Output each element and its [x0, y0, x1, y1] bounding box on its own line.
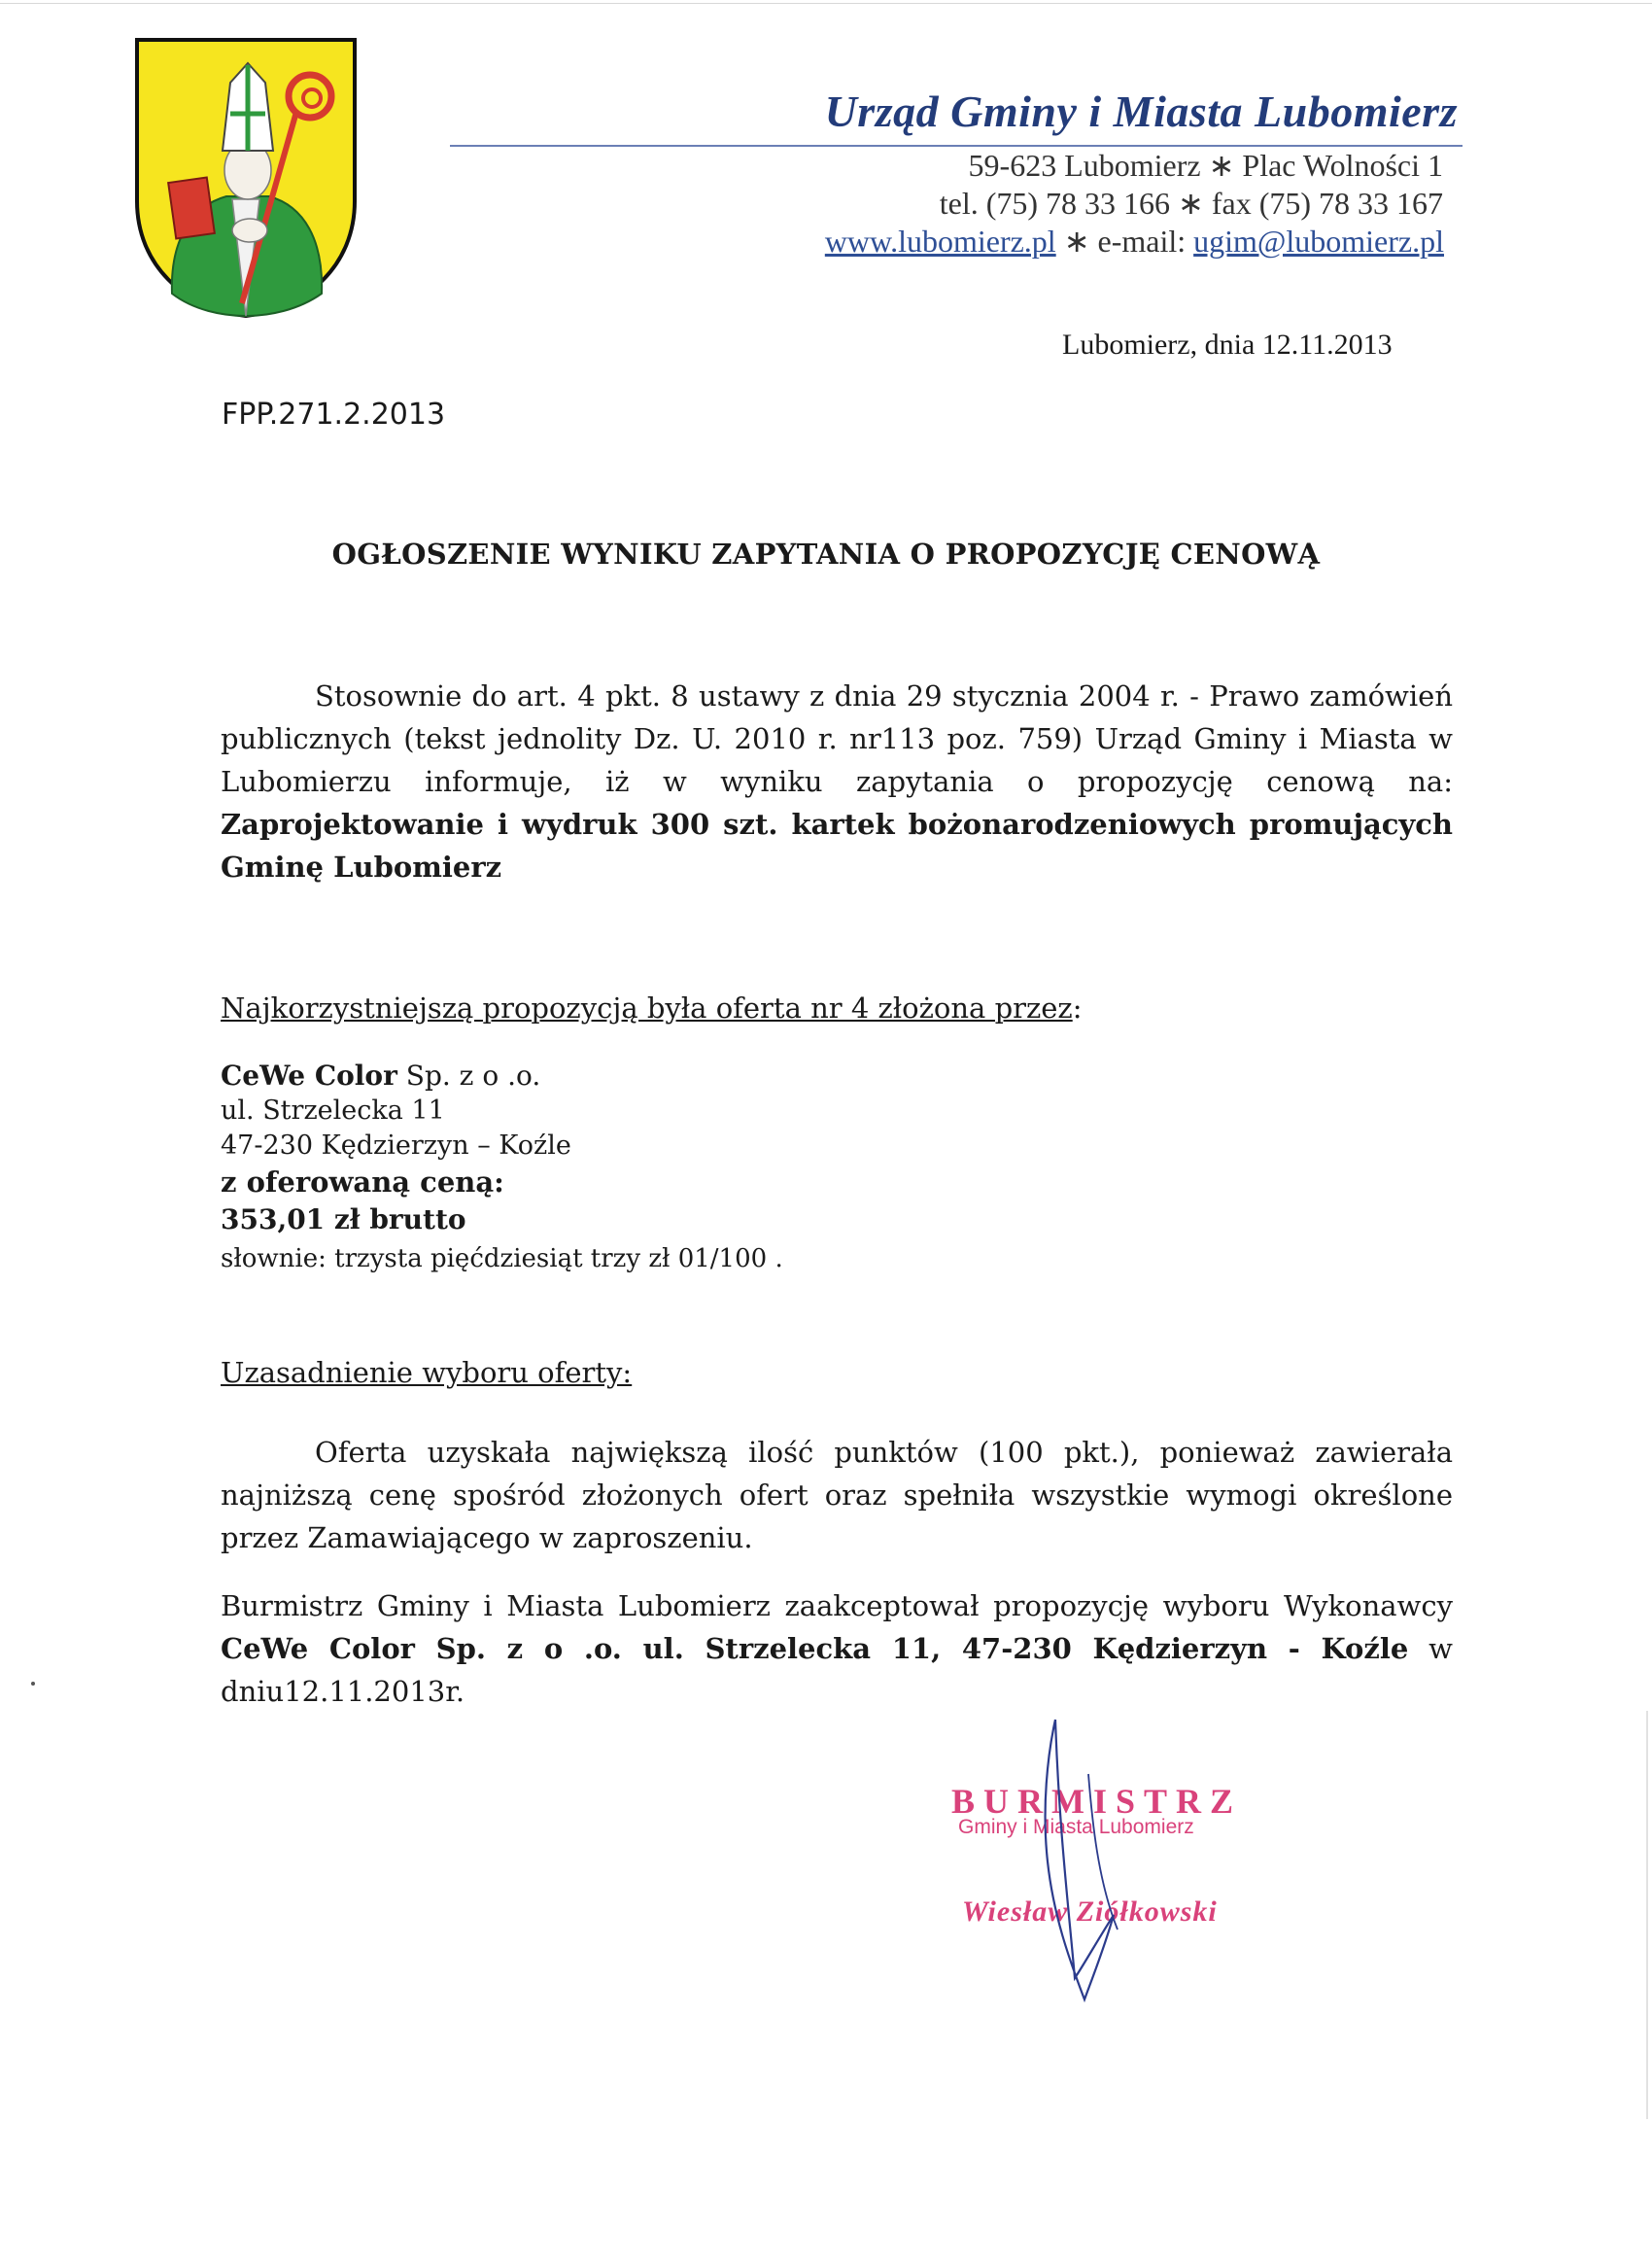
stamp-title: BURMISTRZ — [951, 1782, 1243, 1821]
email-separator: ∗ e-mail: — [1055, 224, 1194, 259]
email-link[interactable]: ugim@lubomierz.pl — [1193, 224, 1444, 259]
office-web-email — [680, 223, 1444, 260]
stamp-name: Wiesław Ziółkowski — [962, 1896, 1218, 1928]
best-offer-heading-colon: : — [1072, 991, 1083, 1025]
scan-speck — [31, 1682, 35, 1686]
office-name-heading: Urząd Gminy i Miasta Lubomierz — [824, 87, 1458, 136]
acceptance-paragraph — [221, 1584, 1453, 1713]
justification-heading: Uzasadnienie wyboru oferty: — [221, 1356, 633, 1389]
company-city: 47-230 Kędzierzyn – Koźle — [221, 1130, 571, 1161]
price-in-words: słownie: trzysta pięćdziesiąt trzy zł 01/100 . — [221, 1244, 783, 1273]
intro-paragraph — [221, 675, 1453, 888]
stamp-subtitle: Gminy i Miasta Lubomierz — [958, 1816, 1194, 1838]
coat-of-arms-logo — [133, 36, 359, 318]
scan-edge-line — [1646, 1711, 1648, 2119]
company-name-bold: CeWe Color — [221, 1060, 397, 1092]
price-label: z oferowaną ceną: — [221, 1165, 504, 1199]
document-date: Lubomierz, dnia 12.11.2013 — [1062, 329, 1393, 361]
best-offer-heading-text: Najkorzystniejszą propozycją była oferta nr 4 złożona przez — [221, 991, 1073, 1025]
intro-subject: Zaprojektowanie i wydruk 300 szt. kartek bożonarodzeniowych promujących Gminę Lubomierz — [221, 808, 1453, 884]
intro-text: Stosownie do art. 4 pkt. 8 ustawy z dnia 29 stycznia 2004 r. - Prawo zamówień publicznych (tekst jednolity Dz. U. 2010 r. nr113 poz. 759) Urząd Gminy i Miasta w Lubomierzu informuje, iż w wyniku zapytania o propozycję cenową na: — [221, 679, 1453, 798]
reference-number: FPP.271.2.2013 — [222, 398, 446, 432]
company-name — [221, 1060, 540, 1092]
best-offer-heading — [221, 991, 1083, 1025]
handwritten-signature — [1030, 1716, 1195, 2007]
justification-paragraph: Oferta uzyskała największą ilość punktów (100 pkt.), ponieważ zawierała najniższą cenę spośród złożonych ofert oraz spełniła wszystkie wymogi określone przez Zamawiającego w zaproszeniu. — [221, 1436, 1453, 1554]
office-phone-fax: tel. (75) 78 33 166 ∗ fax (75) 78 33 167 — [939, 186, 1443, 221]
price-value: 353,01 zł brutto — [221, 1203, 466, 1235]
document-title: OGŁOSZENIE WYNIKU ZAPYTANIA O PROPOZYCJĘ CENOWĄ — [331, 538, 1321, 571]
page-top-rule — [0, 3, 1652, 4]
acceptance-contractor: CeWe Color Sp. z o .o. ul. Strzelecka 11, 47-230 Kędzierzyn - Koźle — [221, 1632, 1409, 1665]
acceptance-suffix: w dniu12.11.2013r. — [221, 1632, 1453, 1708]
company-street: ul. Strzelecka 11 — [221, 1096, 445, 1126]
website-link[interactable]: www.lubomierz.pl — [824, 224, 1056, 259]
office-address: 59-623 Lubomierz ∗ Plac Wolności 1 — [968, 148, 1443, 183]
acceptance-prefix: Burmistrz Gminy i Miasta Lubomierz zaakceptował propozycję wyboru Wykonawcy — [221, 1589, 1453, 1622]
company-name-rest: Sp. z o .o. — [396, 1060, 541, 1092]
